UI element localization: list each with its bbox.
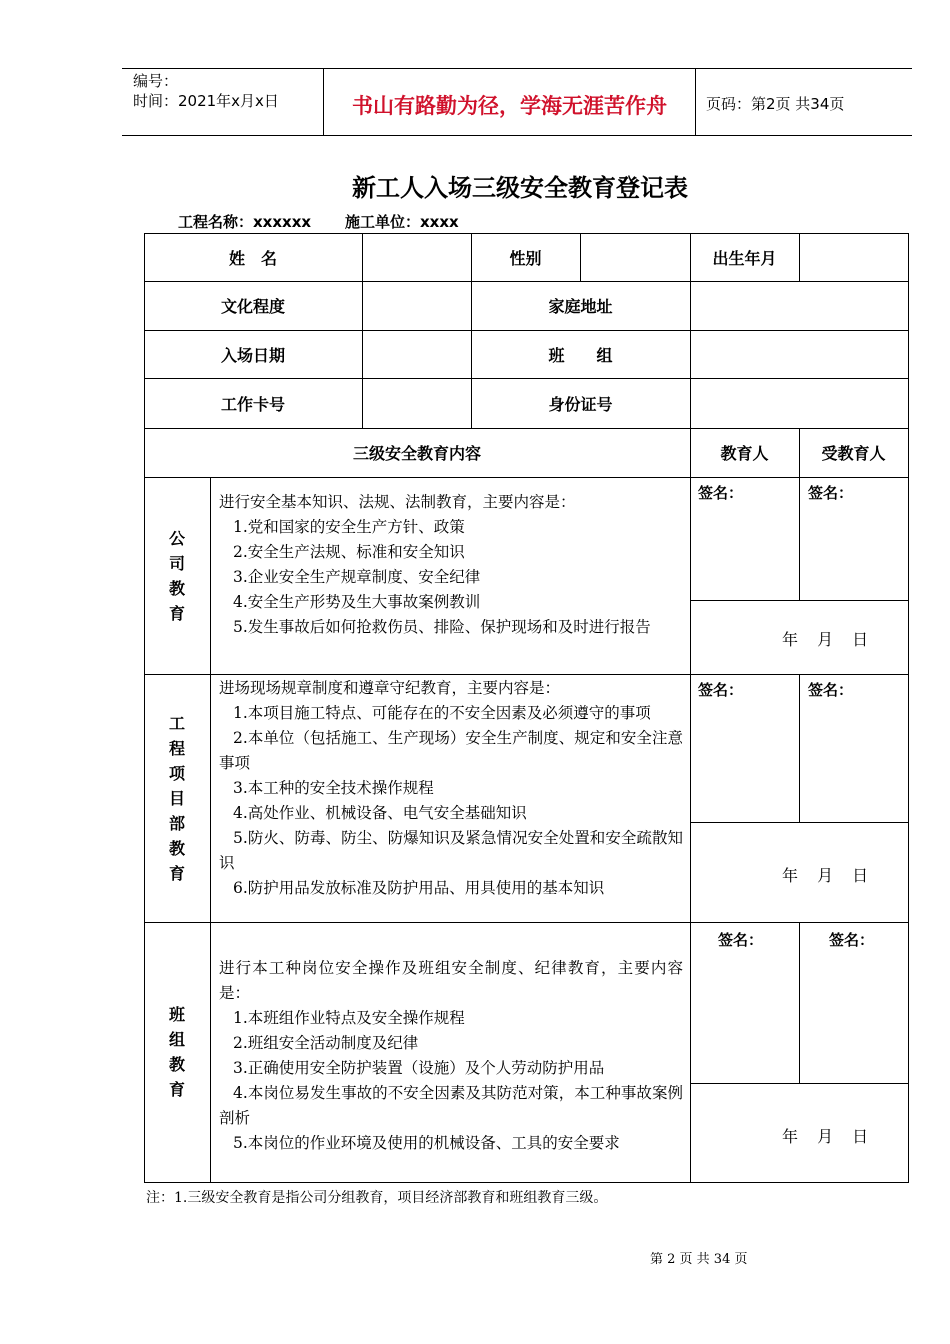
section-label-char: 工 bbox=[168, 713, 185, 733]
section-label-char: 教 bbox=[168, 1055, 185, 1074]
id-number-value[interactable] bbox=[690, 378, 908, 428]
team-education-content bbox=[219, 956, 683, 1156]
trainee-signature[interactable]: 签名： bbox=[808, 484, 854, 502]
page-number-label: 页码：第2页 共34页 bbox=[706, 95, 845, 113]
list-item: 3.企业安全生产规章制度、安全纪律 bbox=[233, 568, 481, 586]
list-item: 1.党和国家的安全生产方针、政策 bbox=[233, 518, 465, 536]
birth-date-value[interactable] bbox=[799, 233, 908, 281]
work-card-label: 工作卡号 bbox=[220, 394, 285, 414]
list-item: 2.本单位（包括施工、生产现场）安全生产制度、规定和安全注意事项 bbox=[219, 729, 683, 772]
section-label-char: 教 bbox=[168, 578, 185, 598]
list-item: 2.安全生产法规、标准和安全知识 bbox=[233, 543, 465, 561]
list-item: 1.本班组作业特点及安全操作规程 bbox=[233, 1009, 465, 1027]
section-label-char: 程 bbox=[168, 738, 185, 758]
educator-header: 教育人 bbox=[720, 444, 769, 463]
sign-date[interactable]: 年 月 日 bbox=[782, 1127, 869, 1146]
name-label: 姓 名 bbox=[228, 248, 277, 268]
section-label-char: 司 bbox=[168, 553, 185, 573]
list-item: 3.本工种的安全技术操作规程 bbox=[233, 779, 434, 797]
home-address-label: 家庭地址 bbox=[548, 297, 613, 316]
list-item: 4.安全生产形势及生大事故案例教训 bbox=[233, 593, 481, 611]
id-number-label: 身份证号 bbox=[548, 394, 613, 414]
educator-signature[interactable]: 签名： bbox=[698, 681, 744, 699]
educator-signature[interactable]: 签名： bbox=[698, 484, 744, 502]
document-time-label: 时间：2021年x月x日 bbox=[133, 92, 279, 110]
table-note: 注：1.三级安全教育是指公司分组教育，项目经济部教育和班组教育三级。 bbox=[146, 1190, 608, 1206]
section-intro: 进行本工种岗位安全操作及班组安全制度、纪律教育，主要内容是： bbox=[219, 959, 683, 1002]
section-label-char: 教 bbox=[168, 838, 185, 858]
gender-label: 性别 bbox=[509, 248, 542, 268]
educator-signature[interactable]: 签名： bbox=[718, 931, 764, 949]
section-intro: 进场现场规章制度和遵章守纪教育，主要内容是： bbox=[219, 679, 561, 697]
list-item: 4.本岗位易发生事故的不安全因素及其防范对策，本工种事故案例剖析 bbox=[219, 1084, 683, 1127]
section-label-char: 项 bbox=[168, 763, 185, 783]
name-value[interactable] bbox=[362, 233, 471, 281]
birth-date-label: 出生年月 bbox=[712, 248, 777, 268]
project-education-content bbox=[219, 676, 683, 901]
team-label: 班 组 bbox=[548, 345, 613, 365]
list-item: 1.本项目施工特点、可能存在的不安全因素及必须遵守的事项 bbox=[233, 704, 651, 722]
list-item: 6.防护用品发放标准及防护用品、用具使用的基本知识 bbox=[233, 879, 605, 897]
document-code-label: 编号： bbox=[133, 72, 179, 90]
list-item: 4.高处作业、机械设备、电气安全基础知识 bbox=[233, 804, 527, 822]
gender-value[interactable] bbox=[580, 233, 690, 281]
list-item: 5.本岗位的作业环境及使用的机械设备、工具的安全要求 bbox=[233, 1134, 620, 1152]
page-title: 新工人入场三级安全教育登记表 bbox=[352, 174, 688, 202]
trainee-signature[interactable]: 签名： bbox=[808, 681, 854, 699]
section-label-char: 部 bbox=[168, 813, 185, 833]
team-value[interactable] bbox=[690, 330, 908, 378]
section-label-char: 公 bbox=[168, 528, 185, 548]
section-intro: 进行安全基本知识、法规、法制教育，主要内容是： bbox=[219, 493, 576, 511]
construction-unit-label: 施工单位：xxxx bbox=[345, 213, 459, 231]
list-item: 2.班组安全活动制度及纪律 bbox=[233, 1034, 419, 1052]
company-education-label bbox=[144, 477, 210, 674]
education-level-label: 文化程度 bbox=[220, 297, 285, 316]
page-footer: 第 2 页 共 34 页 bbox=[650, 1252, 748, 1267]
header-motto: 书山有路勤为径，学海无涯苦作舟 bbox=[352, 94, 667, 118]
education-level-value[interactable] bbox=[362, 281, 471, 330]
section-label-char: 育 bbox=[168, 1080, 185, 1099]
sign-date[interactable]: 年 月 日 bbox=[782, 630, 869, 649]
entry-date-label: 入场日期 bbox=[220, 345, 285, 365]
section-label-char: 组 bbox=[168, 1030, 185, 1049]
team-education-label bbox=[144, 922, 210, 1182]
section-label-char: 育 bbox=[168, 603, 185, 623]
sign-date[interactable]: 年 月 日 bbox=[782, 866, 869, 885]
education-content-header: 三级安全教育内容 bbox=[352, 444, 481, 463]
list-item: 5.发生事故后如何抢救伤员、排险、保护现场和及时进行报告 bbox=[233, 618, 651, 636]
section-label-char: 班 bbox=[168, 1005, 185, 1024]
work-card-value[interactable] bbox=[362, 378, 471, 428]
home-address-value[interactable] bbox=[690, 281, 908, 330]
section-label-char: 育 bbox=[168, 863, 185, 883]
section-label-char: 目 bbox=[168, 788, 185, 808]
project-name-label: 工程名称：xxxxxx bbox=[178, 213, 312, 231]
trainee-header: 受教育人 bbox=[821, 444, 886, 463]
list-item: 5.防火、防毒、防尘、防爆知识及紧急情况安全处置和安全疏散知识 bbox=[219, 829, 683, 872]
project-education-label bbox=[144, 674, 210, 922]
trainee-signature[interactable]: 签名： bbox=[829, 931, 875, 949]
list-item: 3.正确使用安全防护装置（设施）及个人劳动防护用品 bbox=[233, 1059, 605, 1077]
entry-date-value[interactable] bbox=[362, 330, 471, 378]
company-education-content bbox=[219, 490, 683, 640]
